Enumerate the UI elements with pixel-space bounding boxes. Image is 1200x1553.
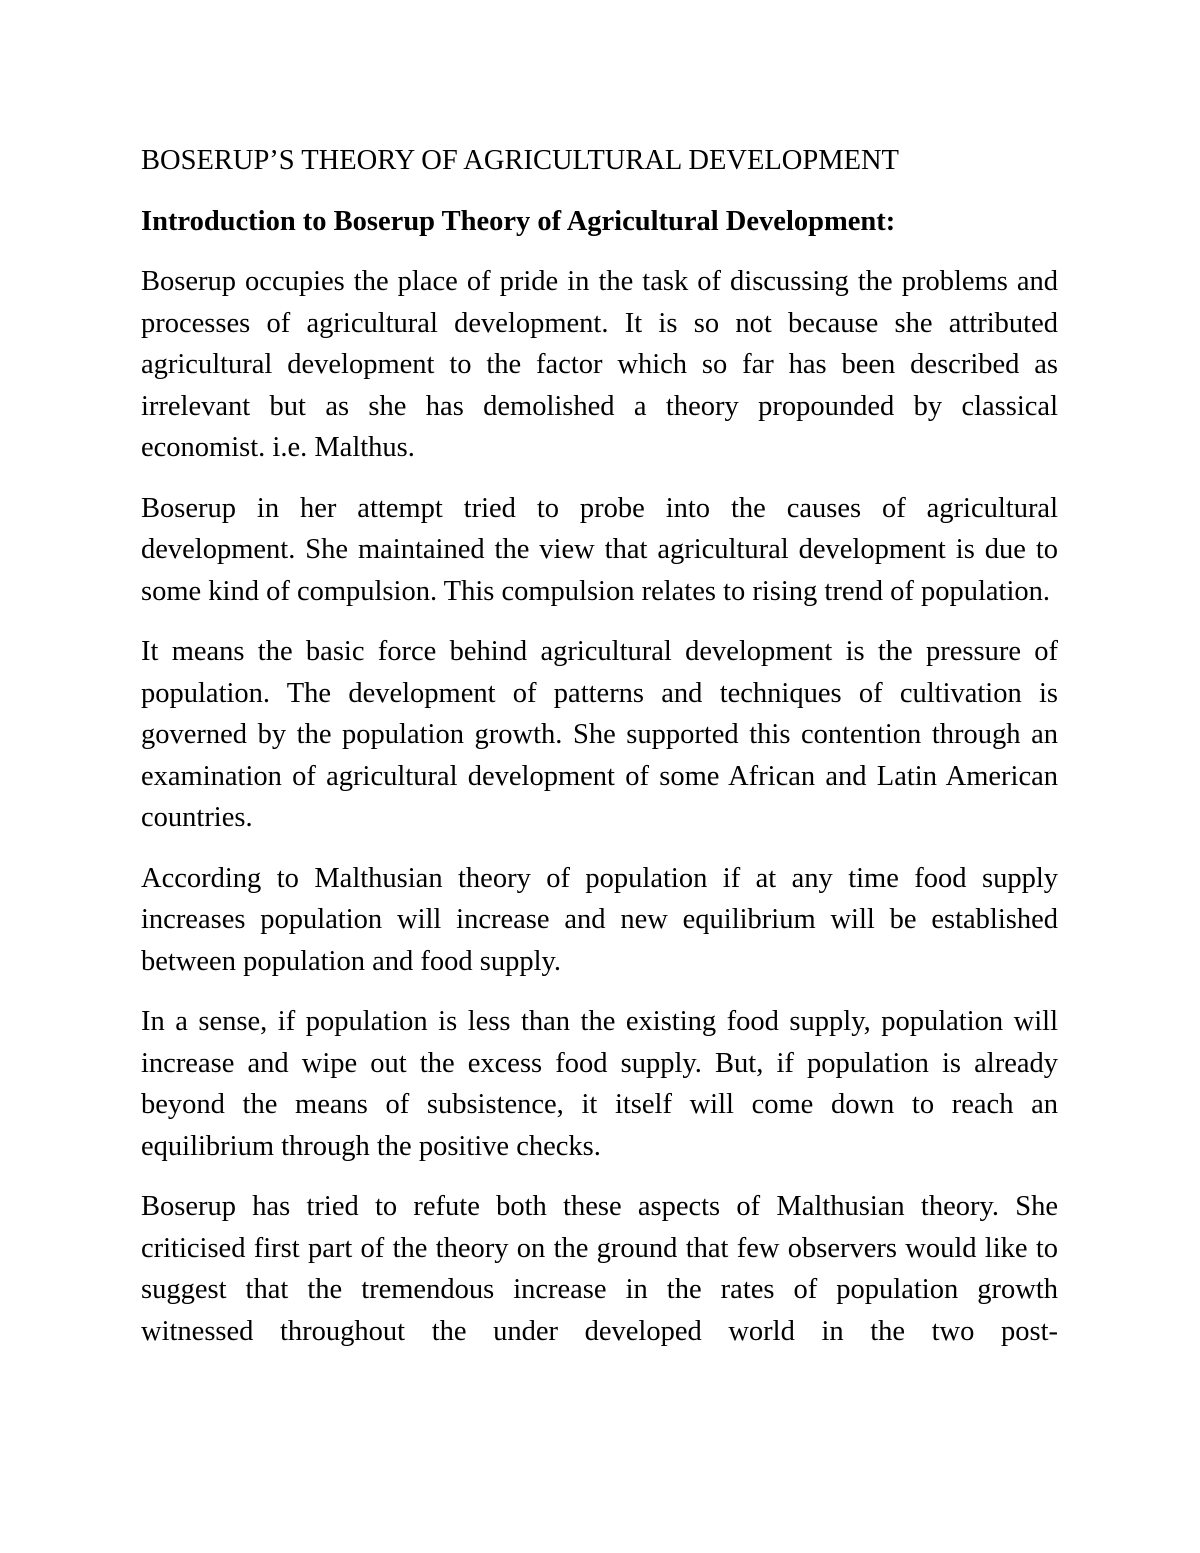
paragraph: According to Malthusian theory of population if at any time food supply increases population will increase and new equilibrium will be established between population and food supply. xyxy=(141,862,1058,977)
document-title: BOSERUP’S THEORY OF AGRICULTURAL DEVELOPMENT xyxy=(141,145,899,176)
paragraph: It means the basic force behind agricultural development is the pressure of population. The development of patterns and techniques of cultivation is governed by the population growth. She supported this contention through an examination of agricultural development of some African and Latin American countries. xyxy=(141,636,1058,833)
paragraph: In a sense, if population is less than the existing food supply, population will increase and wipe out the excess food supply. But, if population is already beyond the means of subsistence, it itself will come down to reach an equilibrium through the positive checks. xyxy=(141,1006,1058,1162)
document-body xyxy=(141,140,1058,1371)
section-heading: Introduction to Boserup Theory of Agricultural Development: xyxy=(141,205,896,237)
paragraph: Boserup has tried to refute both these aspects of Malthusian theory. She criticised first part of the theory on the ground that few observers would like to suggest that the tremendous increase in the rates of population growth witnessed throughout the under developed world in the two post- xyxy=(141,1191,1058,1347)
paragraph: Boserup occupies the place of pride in the task of discussing the problems and processes of agricultural development. It is so not because she attributed agricultural development to the factor which so far has been described as irrelevant but as she has demolished a theory propounded by classical economist. i.e. Malthus. xyxy=(141,266,1058,463)
paragraph: Boserup in her attempt tried to probe into the causes of agricultural development. She maintained the view that agricultural development is due to some kind of compulsion. This compulsion relates to rising trend of population. xyxy=(141,492,1058,607)
